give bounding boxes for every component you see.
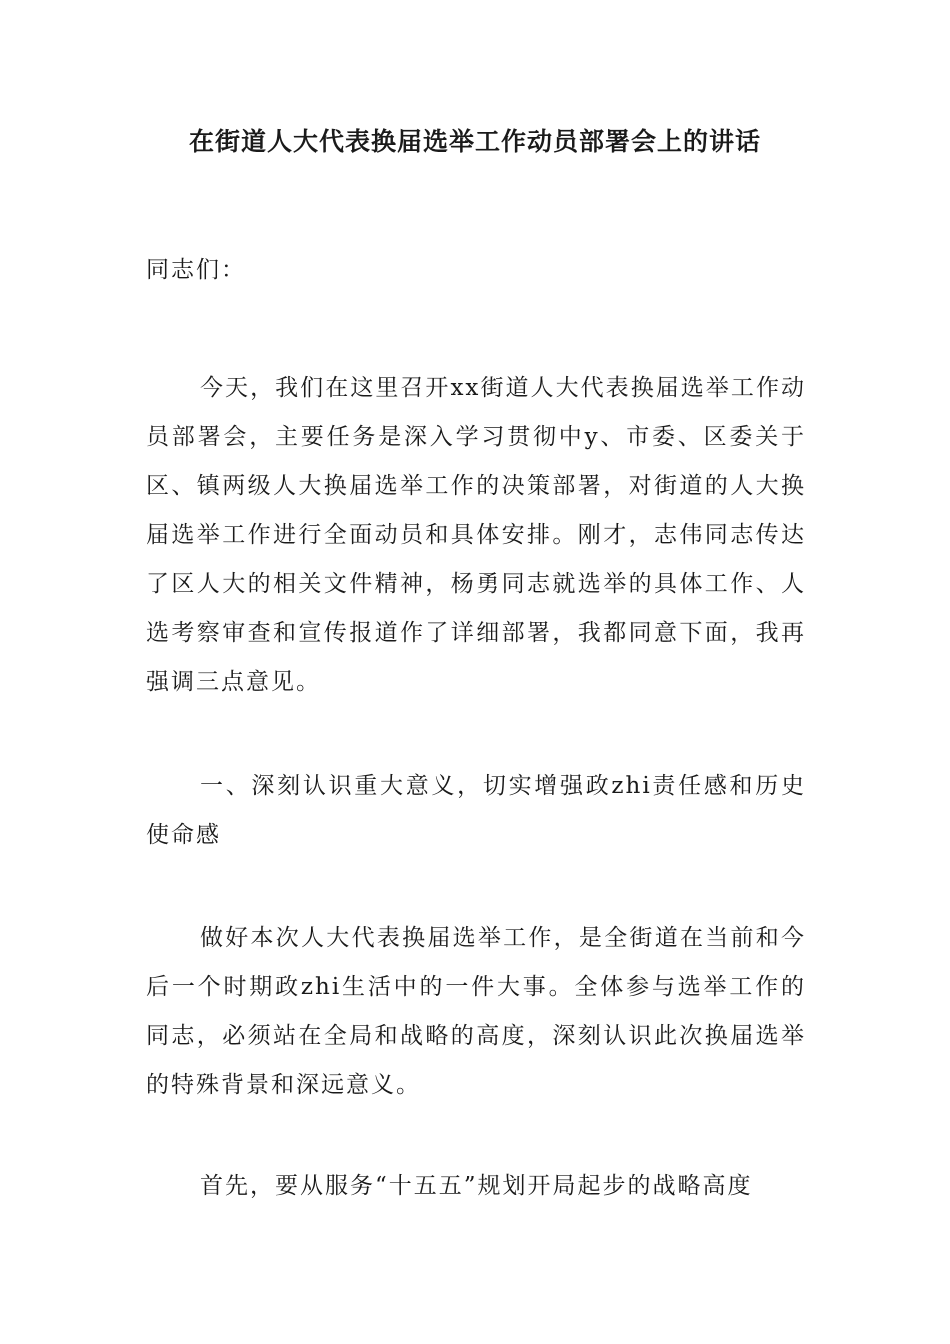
section-heading-1: 一、深刻认识重大意义，切实增强政zhi责任感和历史使命感 — [146, 773, 806, 848]
paragraph-first-point: 首先，要从服务“十五五”规划开局起步的战略高度 — [200, 1173, 753, 1199]
paragraph-intro: 今天，我们在这里召开xx街道人大代表换届选举工作动员部署会，主要任务是深入学习贯彻中y、市委、区委关于区、镇两级人大换届选举工作的决策部署，对街道的人大换届选举工作进行全面动员和具体安排。刚才，志伟同志传达了区人大的相关文件精神，杨勇同志就选举的具体工作、人选考察审查和宣传报道作了详细部署，我都同意下面，我再强调三点意见。 — [146, 375, 806, 695]
salutation: 同志们： — [146, 257, 246, 283]
document-title: 在街道人大代表换届选举工作动员部署会上的讲话 — [188, 127, 761, 156]
paragraph-section-1: 做好本次人大代表换届选举工作，是全街道在当前和今后一个时期政zhi生活中的一件大事。全体参与选举工作的同志，必须站在全局和战略的高度，深刻认识此次换届选举的特殊背景和深远意义。 — [146, 925, 806, 1098]
